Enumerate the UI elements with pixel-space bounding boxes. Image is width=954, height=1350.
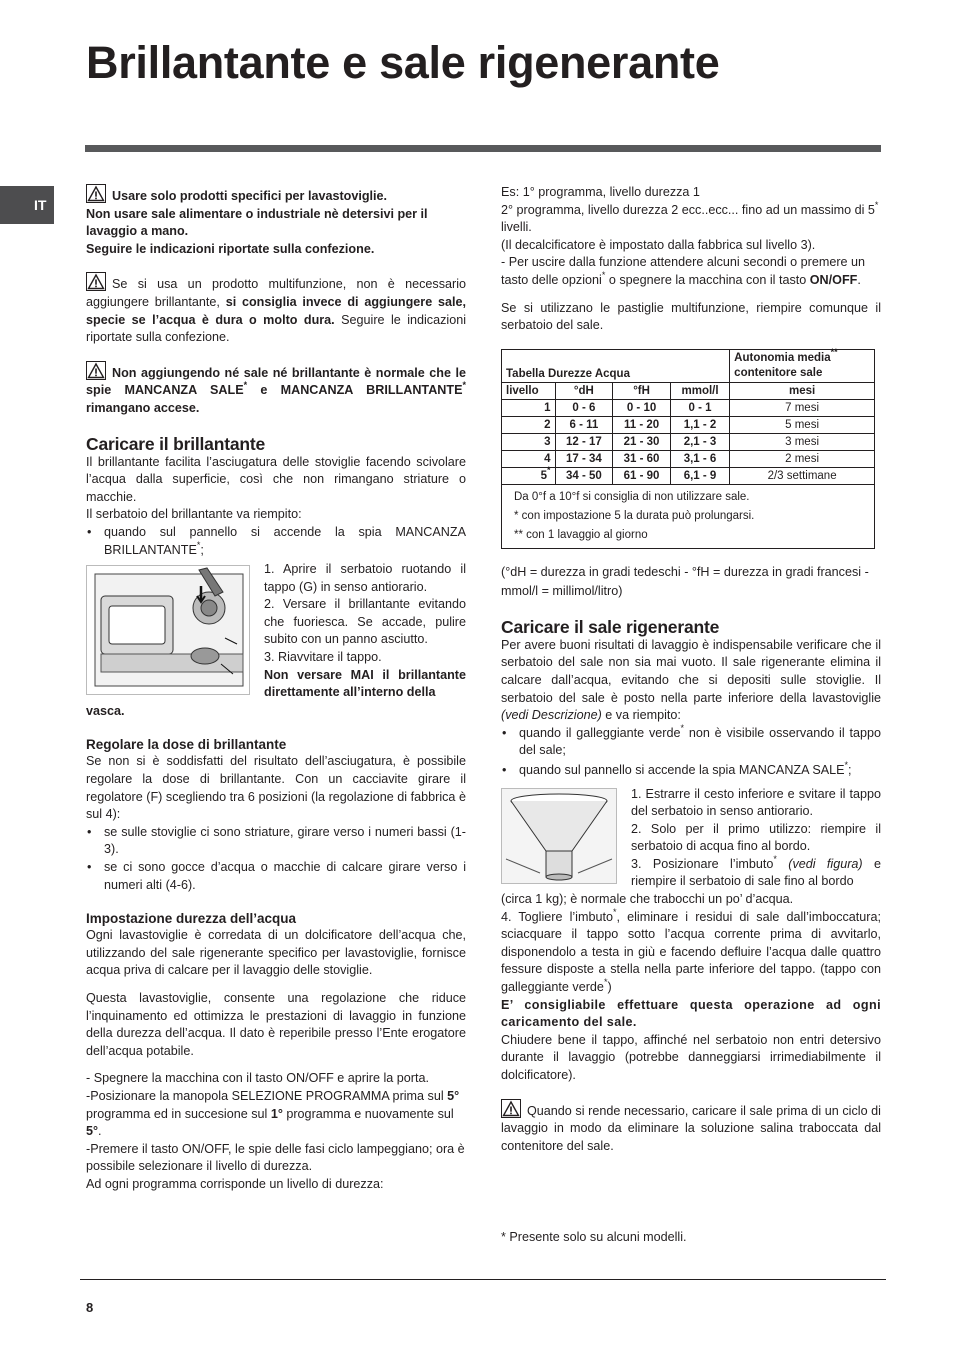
cell-mesi: 2 mesi — [730, 450, 875, 467]
text: livelli. — [501, 220, 532, 235]
asterisk: * — [773, 853, 777, 864]
asterisk: * — [462, 380, 466, 391]
cell-fh: 0 - 10 — [613, 399, 671, 416]
cell-dh: 6 - 11 — [555, 416, 613, 433]
dose-p1: Se non si è soddisfatti del risultato dell’asciugatura, è possibile regolare la dose di brillantante. Con un cacciavite girare il regolatore (F) scegliendo tra 6 posizioni (la regolazione di fabbrica è sul 4): — [86, 754, 466, 822]
brillantante-list — [86, 524, 466, 559]
footnote-text: Presente solo su alcuni modelli. — [509, 1230, 687, 1244]
cell-fh: 11 - 20 — [613, 416, 671, 433]
cell-dh: 12 - 17 — [555, 433, 613, 450]
right-column — [501, 184, 881, 1155]
cell-fh: 31 - 60 — [613, 450, 671, 467]
note: con 1 lavaggio al giorno — [522, 528, 648, 541]
text: ; — [200, 542, 204, 557]
heading-dose: Regolare la dose di brillantante — [86, 737, 287, 753]
cell-mesi: 7 mesi — [730, 399, 875, 416]
table-row — [502, 450, 875, 467]
durezza-s4: Ad ogni programma corrisponde un livello di durezza: — [86, 1176, 384, 1191]
text: programma e nuovamente sul — [282, 1106, 454, 1121]
cell-fh: 21 - 30 — [613, 433, 671, 450]
step-3: 3. Riavvitare il tappo. — [264, 650, 382, 665]
example-3: (Il decalcificatore è impostato dalla fabbrica sul livello 3). — [501, 237, 816, 252]
text: 4. Togliere l’imbuto — [501, 909, 613, 924]
autonomia-header — [730, 346, 875, 382]
step-4 — [501, 906, 881, 997]
asterisk: * — [514, 509, 519, 522]
cell-dh: 17 - 34 — [555, 450, 613, 467]
text: . — [857, 272, 861, 287]
warning-products-line3: Seguire le indicazioni riportate sulla confezione. — [86, 241, 375, 256]
example-1: Es: 1° programma, livello durezza 1 — [501, 185, 700, 199]
text-bold: 1° — [270, 1106, 283, 1121]
durezza-p2: Questa lavastoviglie, consente una regolazione che riduce l’inquinamento ed ottimizza le prestazioni di lavaggio in funzione della durezza dell’acqua. Il dato è reperibile presso l’Ente erogatore dell’acqua potabile. — [86, 990, 466, 1058]
heading-durezza: Impostazione durezza dell’acqua — [86, 911, 297, 927]
step-3 — [631, 853, 881, 891]
sale-list — [501, 722, 881, 780]
asterisk: * — [874, 199, 879, 210]
water-hardness-table — [501, 346, 875, 549]
warning-triangle-icon — [86, 184, 106, 203]
column-header: mesi — [730, 382, 875, 399]
text: rimangano accese. — [86, 400, 200, 415]
cell-mesi: 2/3 settimane — [730, 467, 875, 484]
brillantante-warning-end: vasca. — [86, 703, 125, 718]
text: Quando si rende necessario, caricare il sale prima di un ciclo di lavaggio in modo da eliminare la soluzione salina traboccata dal contenitore del sale. — [501, 1103, 881, 1153]
text: contenitore sale — [734, 366, 823, 379]
column-header: °dH — [555, 382, 613, 399]
text: - Per uscire dalla funzione attendere alcuni secondi o premere un tasto delle opzioni — [501, 255, 866, 287]
warning-products — [86, 184, 466, 258]
text: 2° programma, livello durezza 2 ecc..ecc... fino ad un massimo di 5 — [501, 202, 875, 217]
asterisk: * — [547, 464, 551, 475]
brillantante-p1: Il brillantante facilita l’asciugatura delle stoviglie facendo scivolare l’acqua dalla superficie, così che non rimangano striature o macchie. — [86, 454, 466, 504]
text: Non aggiungendo né sale né brillantante è normale che le spie MANCANZA SALE — [86, 365, 466, 398]
asterisk: ** — [514, 528, 523, 541]
cell-livello: 3 — [502, 433, 556, 450]
step-2: 2. Versare il brillantante evitando che fuoriesca. Se accade, pulire subito con un panno asciutto. — [264, 597, 466, 647]
cell-livello: 2 — [502, 416, 556, 433]
text: 5 — [540, 469, 548, 482]
cell-livello: 4 — [502, 450, 556, 467]
warning-triangle-icon — [86, 361, 106, 380]
bottom-rule — [80, 1279, 886, 1280]
cell-livello — [502, 464, 556, 484]
note: con impostazione 5 la durata può prolungarsi. — [518, 509, 755, 522]
list-item: • se ci sono gocce d’acqua o macchie di calcare girare verso i numeri alti (4-6). — [86, 859, 466, 894]
asterisk: ** — [830, 346, 838, 357]
table-row — [502, 349, 875, 382]
pastiglie-note: Se si utilizzano le pastiglie multifunzione, riempire comunque il serbatoio del sale. — [501, 300, 881, 333]
durezza-s3: -Premere il tasto ON/OFF, le spie delle fasi ciclo lampeggiano; ora è possibile selezionare il livello di durezza. — [86, 1141, 465, 1174]
warning-triangle-icon — [86, 272, 106, 291]
cell-fh: 61 - 90 — [613, 467, 671, 484]
table-row — [502, 399, 875, 416]
note: Da 0°f a 10°f si consiglia di non utilizzare sale. — [514, 490, 750, 503]
cell-dh: 34 - 50 — [555, 467, 613, 484]
text: o spegnere la macchina con il tasto — [605, 272, 810, 287]
text-italic: (vedi figura) — [776, 856, 863, 871]
text-bold: 5° — [447, 1088, 460, 1103]
table-notes-row — [502, 484, 875, 548]
heading-sale: Caricare il sale rigenerante — [501, 616, 720, 637]
asterisk: * — [680, 722, 685, 733]
sale-advice: E’ consigliabile effettuare questa operazione ad ogni caricamento del sale. — [501, 997, 881, 1030]
cell-dh: 0 - 6 — [555, 399, 613, 416]
table-row — [502, 416, 875, 433]
text: e va riempito: — [601, 708, 681, 723]
list-item: • se sulle stoviglie ci sono striature, girare verso i numeri bassi (1-3). — [86, 824, 466, 859]
step-1: 1. Aprire il serbatoio ruotando il tappo (G) in senso antiorario. — [264, 562, 466, 594]
cell-mmol: 2,1 - 3 — [670, 433, 729, 450]
durezza-s2 — [86, 1088, 466, 1141]
brillantante-figure-row — [86, 561, 466, 702]
asterisk: * — [243, 380, 248, 391]
text: e riempire il serbatoio di sale fino al bordo — [631, 856, 881, 889]
text: 3. Posizionare l’imbuto — [631, 856, 774, 871]
text: programma ed in succesione sul — [86, 1106, 271, 1121]
example-2 — [501, 199, 881, 237]
list-item — [501, 759, 881, 780]
text: quando sul pannello si accende la spia MANCANZA SALE — [519, 762, 845, 777]
durezza-s1: - Spegnere la macchina con il tasto ON/OFF e aprire la porta. — [86, 1071, 429, 1086]
asterisk: * — [501, 1230, 506, 1244]
dose-list — [86, 824, 466, 894]
step-1: 1. Estrarre il cesto inferiore e svitare il tappo del serbatoio in senso antiorario. — [631, 786, 881, 819]
table-notes — [502, 484, 875, 548]
column-header: mmol/l — [670, 382, 729, 399]
left-column — [86, 184, 466, 1194]
text-bold: 5° — [86, 1124, 99, 1139]
units-legend: (°dH = durezza in gradi tedeschi - °fH = durezza in gradi francesi - mmol/l = millimol/litro) — [501, 564, 869, 598]
list-item — [86, 524, 466, 559]
cell-livello: 1 — [502, 399, 556, 416]
example-4 — [501, 254, 881, 289]
title-rule — [85, 145, 881, 152]
cell-mmol: 6,1 - 9 — [670, 467, 729, 484]
page-number: 8 — [86, 1300, 94, 1315]
heading-brillantante: Caricare il brillantante — [86, 433, 266, 454]
durezza-p1: Ogni lavastoviglie è corredata di un dolcificatore dell’acqua che, utilizzando del sale rigenerante specifico per lavastoviglie, fornisce acqua priva di calcare per il lavaggio delle stoviglie. — [86, 928, 466, 978]
list-item — [501, 722, 881, 760]
rinse-aid-dispenser-figure — [86, 565, 250, 695]
page-title: Brillantante e sale rigenerante — [86, 37, 720, 88]
sale-steps — [631, 786, 881, 892]
asterisk: * — [844, 759, 849, 770]
sale-warning — [501, 1099, 881, 1156]
text: Per avere buoni risultati di lavaggio è indispensabile verificare che il serbatoio del sale non sia mai vuoto. Il sale rigenerante elimina il calcare dall’acqua, evitando che si depositi sulle stoviglie. Il serbatoio del sale è posto nella parte inferiore della lavastoviglie — [501, 637, 881, 705]
text: quando il galleggiante verde — [519, 725, 681, 740]
column-header: °fH — [613, 382, 671, 399]
text: ) — [607, 980, 612, 995]
cell-mmol: 3,1 - 6 — [670, 450, 729, 467]
column-header: livello — [502, 382, 556, 399]
asterisk: * — [603, 977, 608, 988]
brillantante-warning: Non versare MAI il brillantante direttamente all’interno della — [264, 667, 466, 700]
footnote — [501, 1229, 687, 1247]
sale-p2: Chiudere bene il tappo, affinché nel serbatoio non entri detersivo durante il lavaggio (potrebbe danneggiarsi irrimediabilmente il dolcificatore). — [501, 1032, 881, 1082]
step-3-end: (circa 1 kg); è normale che trabocchi un po’ d’acqua. — [501, 892, 794, 907]
text-bold: ON/OFF — [809, 272, 858, 287]
warning-products-line1: Usare solo prodotti specifici per lavastoviglie. — [112, 189, 388, 203]
text: quando sul pannello si accende la spia MANCANZA BRILLANTANTE — [104, 524, 466, 557]
asterisk: * — [196, 539, 201, 550]
warning-multifunction — [86, 272, 466, 346]
text-bold: si consiglia invece di aggiungere sale, specie se l’acqua è dura o molto dura. — [86, 294, 466, 327]
warning-products-line2: Non usare sale alimentare o industriale nè detersivi per il lavaggio a mano. — [86, 206, 428, 239]
brillantante-steps — [264, 561, 466, 702]
cell-mesi: 5 mesi — [730, 416, 875, 433]
language-tab: IT — [0, 186, 54, 224]
text: e MANCANZA BRILLANTANTE — [247, 383, 463, 398]
cell-mesi: 3 mesi — [730, 433, 875, 450]
cell-mmol: 1,1 - 2 — [670, 416, 729, 433]
text: . — [98, 1124, 102, 1139]
asterisk: * — [612, 906, 617, 917]
asterisk: * — [601, 269, 606, 280]
text: ; — [848, 762, 852, 777]
text: Autonomia media — [734, 351, 831, 364]
text: -Posizionare la manopola SELEZIONE PROGRAMMA prima sul — [86, 1088, 448, 1103]
text-italic: (vedi Descrizione) — [501, 708, 602, 723]
brillantante-p2: Il serbatoio del brillantante va riempito: — [86, 507, 302, 522]
warning-lights — [86, 361, 466, 418]
text: Seguire le indicazioni riportate sulla confezione. — [86, 312, 466, 345]
sale-figure-row — [501, 786, 881, 892]
table-row — [502, 467, 875, 484]
text: non è visibile osservando il tappo del sale; — [519, 725, 881, 758]
salt-funnel-figure — [501, 788, 617, 884]
text: , eliminare i residui di sale dall’imboccatura; sciacquare il tappo sotto l’acqua corrente prima di avvitarlo, disponendolo a testa in giù e facendo defluire l’acqua dalle quattro fessure disposte a stella nella parte inferiore del tappo. (tappo con galleggiante verde — [501, 909, 881, 995]
warning-triangle-icon — [501, 1099, 521, 1118]
cell-mmol: 0 - 1 — [670, 399, 729, 416]
table-row — [502, 433, 875, 450]
text: Se si usa un prodotto multifunzione, non è necessario aggiungere brillantante, — [86, 277, 466, 309]
step-2: 2. Solo per il primo utilizzo: riempire il serbatoio di acqua fino al bordo. — [631, 821, 881, 854]
table-title: Tabella Durezze Acqua — [502, 349, 730, 382]
table-header-row — [502, 382, 875, 399]
sale-p1 — [501, 637, 881, 725]
